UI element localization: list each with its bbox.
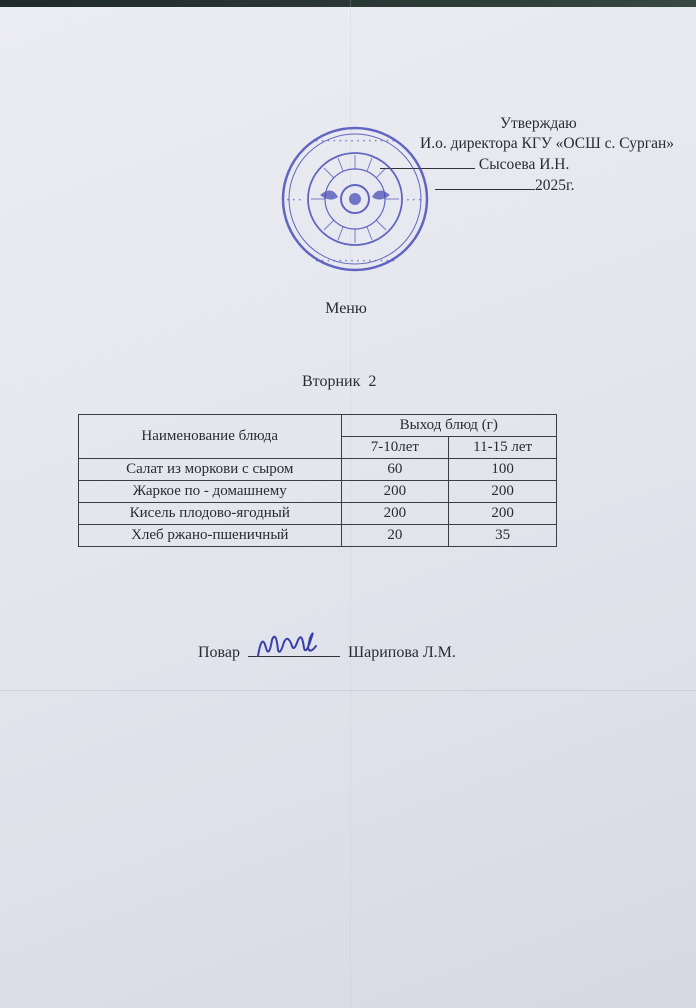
portion-value: 200 [449,503,557,525]
day-title: Вторник 2 [302,373,377,390]
dish-name: Кисель плодово-ягодный [79,503,342,525]
svg-text:• • • • • • • • • • • • • •: • • • • • • • • • • • • • • [314,137,396,145]
approver-name: Сысоева И.Н. [478,156,570,173]
top-edge [0,0,696,7]
approval-year: 2025г. [535,177,575,194]
cook-signature-blank [248,642,340,657]
dish-name: Жаркое по - домашнему [79,481,342,503]
table-row [79,525,557,547]
cook-signature-line [198,642,456,662]
menu-table [78,414,557,547]
official-seal-stamp [280,125,430,273]
dish-name-header: Наименование блюда [79,415,342,459]
approver-position: И.о. директора КГУ «ОСШ с. Сурган» [420,135,675,152]
date-line [435,175,574,196]
menu-title: Меню [325,300,367,317]
portion-value: 100 [449,459,557,481]
dish-name: Хлеб ржано-пшеничный [79,525,342,547]
table-row [79,481,557,503]
cook-label: Повар [198,644,240,661]
handwritten-signature [252,626,332,662]
dish-name: Салат из моркови с сыром [79,459,342,481]
cook-name: Шарипова Л.М. [348,644,456,661]
table-header-row [79,415,557,437]
table-row [79,459,557,481]
date-blank [435,175,535,190]
age-group-header: 11-15 лет [449,437,557,459]
table-row [79,503,557,525]
approve-heading: Утверждаю [500,115,577,132]
portion-value: 35 [449,525,557,547]
portion-value: 200 [341,503,449,525]
portion-value: 200 [341,481,449,503]
output-header: Выход блюд (г) [341,415,556,437]
svg-text:• • •: • • • [406,196,422,204]
svg-text:• • •: • • • [286,196,302,204]
age-group-header: 7-10лет [341,437,449,459]
paper-fold-horizontal [0,690,696,691]
portion-value: 20 [341,525,449,547]
svg-text:• • • • • • • • • • • • • •: • • • • • • • • • • • • • • [314,257,396,265]
portion-value: 200 [449,481,557,503]
portion-value: 60 [341,459,449,481]
